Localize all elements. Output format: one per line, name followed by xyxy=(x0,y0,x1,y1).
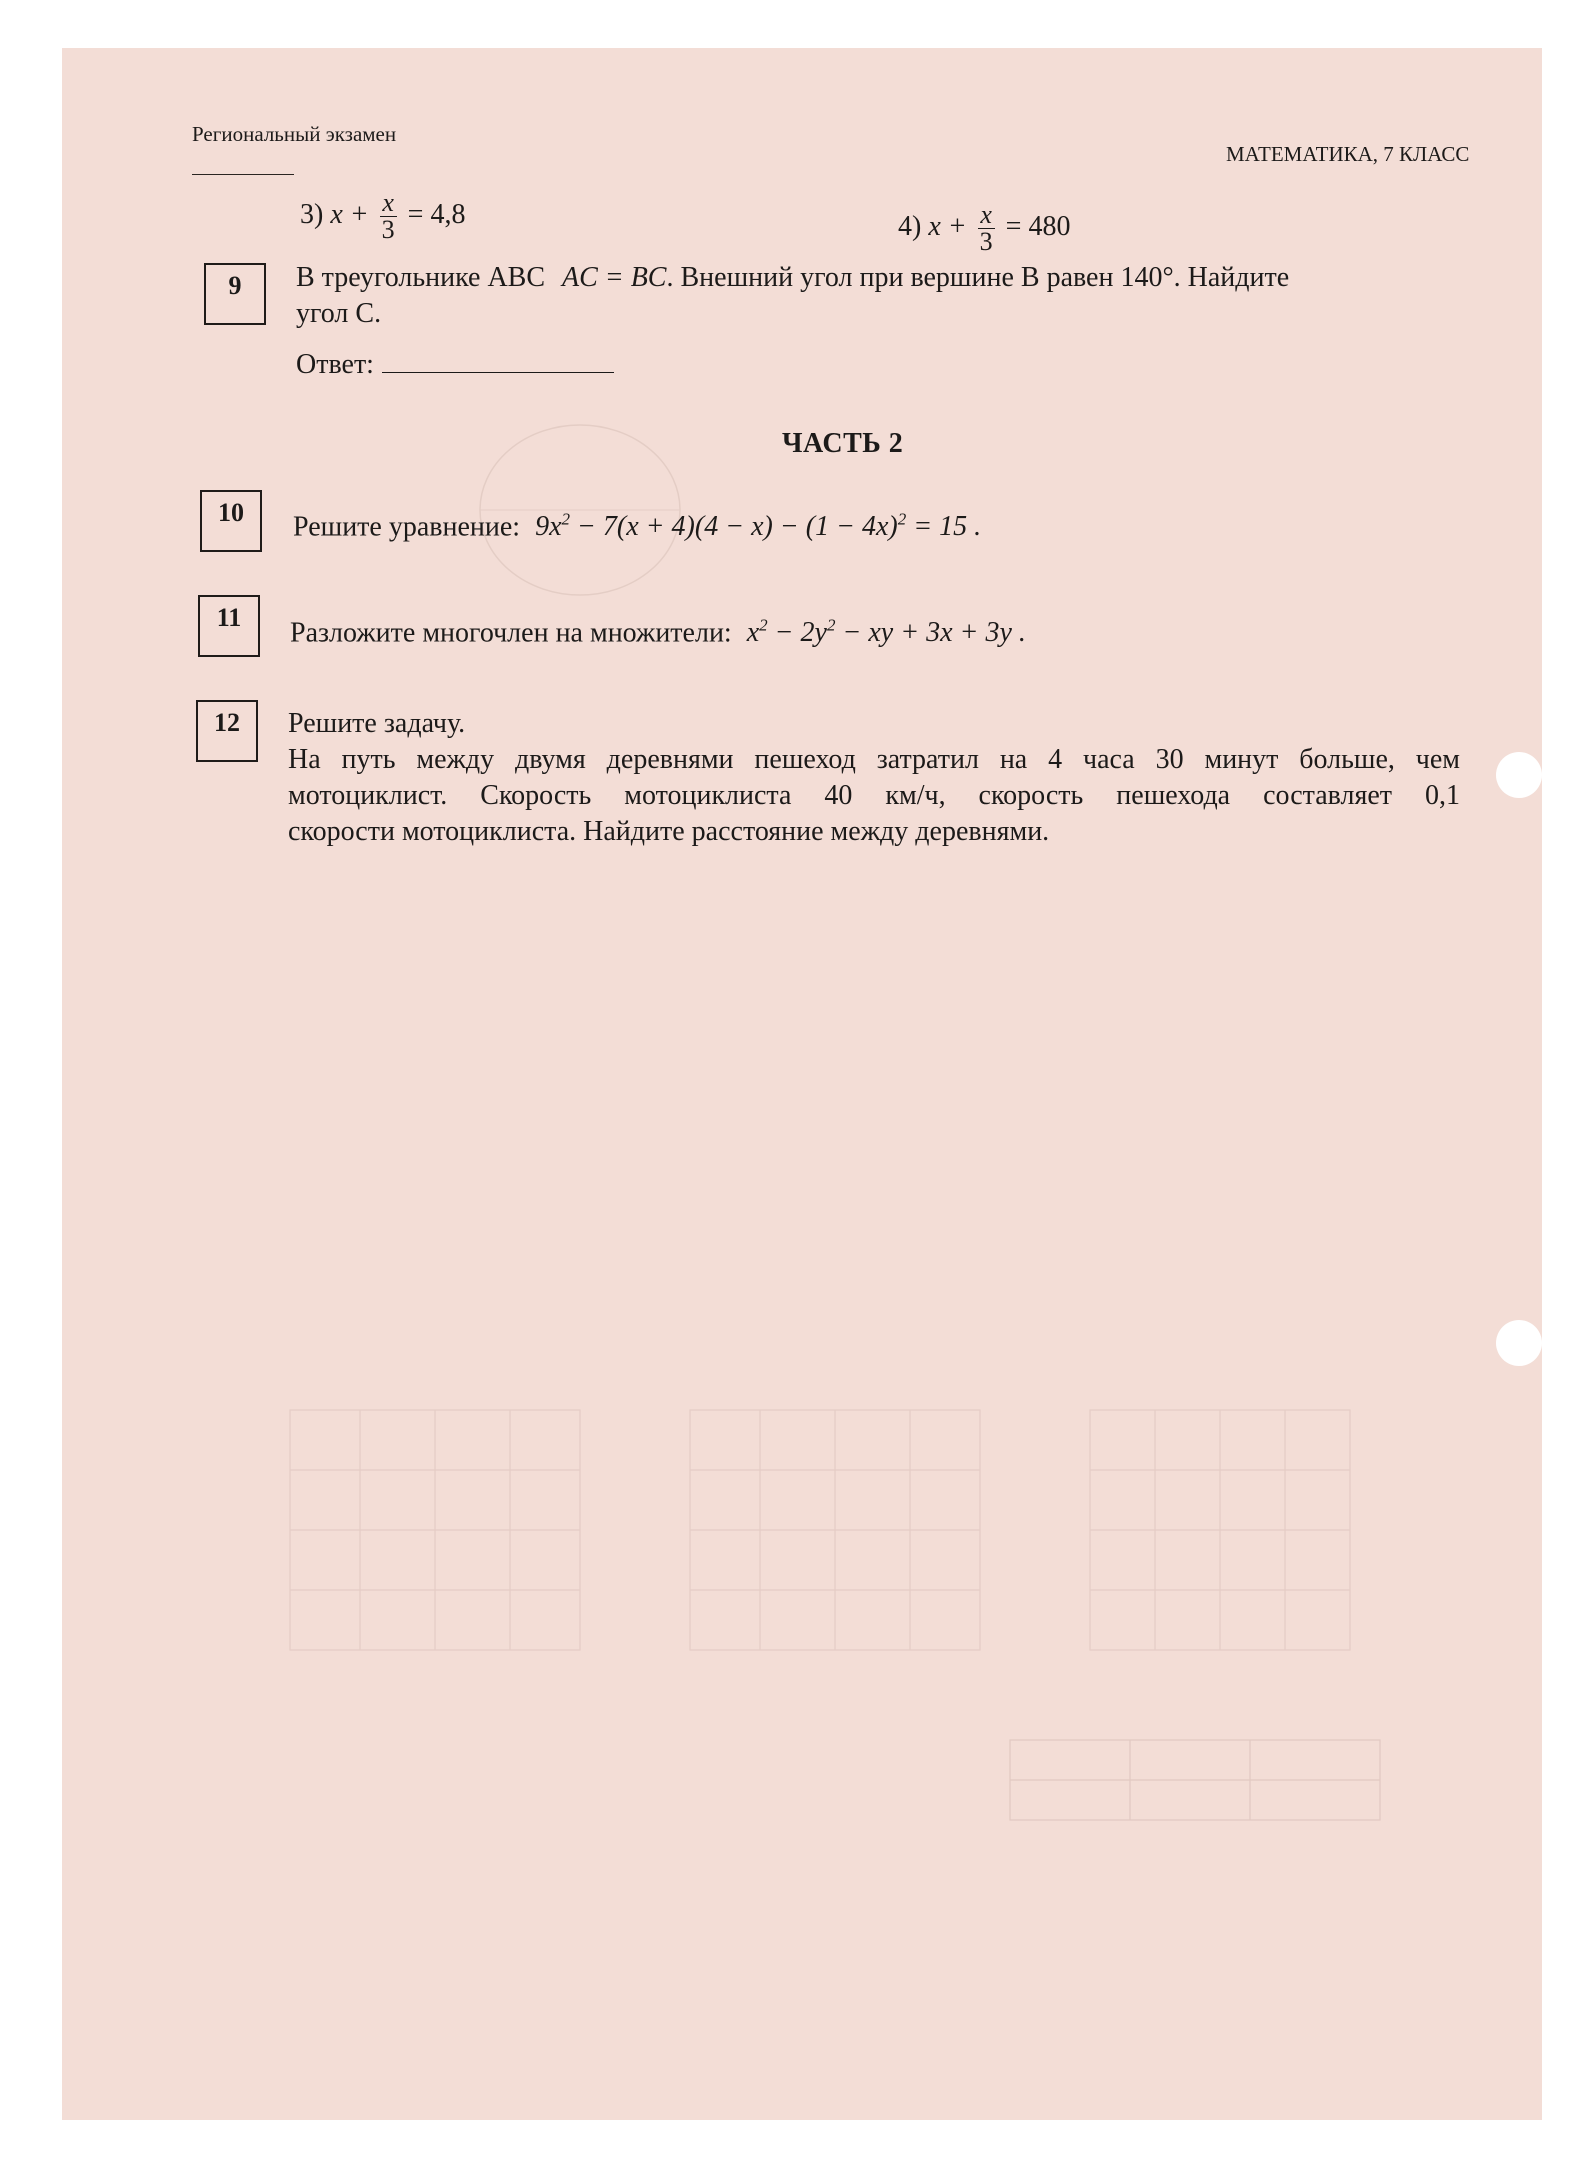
header-left: Региональный экзамен xyxy=(192,122,397,146)
task-9-text: В треугольнике ABC AC = BC. Внешний угол при вершине B равен 140°. Найдите угол C. xyxy=(296,262,1290,329)
task-9-number: 9 xyxy=(204,263,266,325)
bleed-through-table xyxy=(1000,1730,1400,1840)
header-right: МАТЕМАТИКА, 7 КЛАСС xyxy=(1226,142,1470,166)
task-11-text: Разложите многочлен на множители: $x^2 - 2y^2$ − xy + 3x + 3y . xyxy=(290,616,1026,649)
answer-line[interactable] xyxy=(382,346,614,373)
task-12-text: Решите задачу. На путь между двумя деревнями пешеход затратил на 4 часа 30 минут больше, чем мотоциклист. Скорость мотоциклиста 40 км/ч, скорость пешехода составляет 0,1 скорости мотоциклиста. Найдите расстояние между деревнями. xyxy=(288,708,1460,847)
task-10-number: 10 xyxy=(200,490,262,552)
part2-title: ЧАСТЬ 2 xyxy=(782,428,904,459)
punch-hole-lower xyxy=(1496,1320,1542,1366)
option-3: 3) x + $\frac{x}{3}$ = 4,8 xyxy=(300,188,466,244)
task-10-text: Решите уравнение: $9x^2 - 7(x + 4)(4 - x) - (1 - 4x)^2 = 15$ . xyxy=(293,510,982,543)
task-9-answer: Ответ: xyxy=(296,346,614,383)
bleed-through-grids xyxy=(250,1390,1400,1670)
punch-hole-upper xyxy=(1496,752,1542,798)
option-4: 4) x + $\frac{x}{3}$ = 480 xyxy=(898,200,1071,256)
task-12-number: 12 xyxy=(196,700,258,762)
header-underline xyxy=(192,174,294,175)
task-11-number: 11 xyxy=(198,595,260,657)
